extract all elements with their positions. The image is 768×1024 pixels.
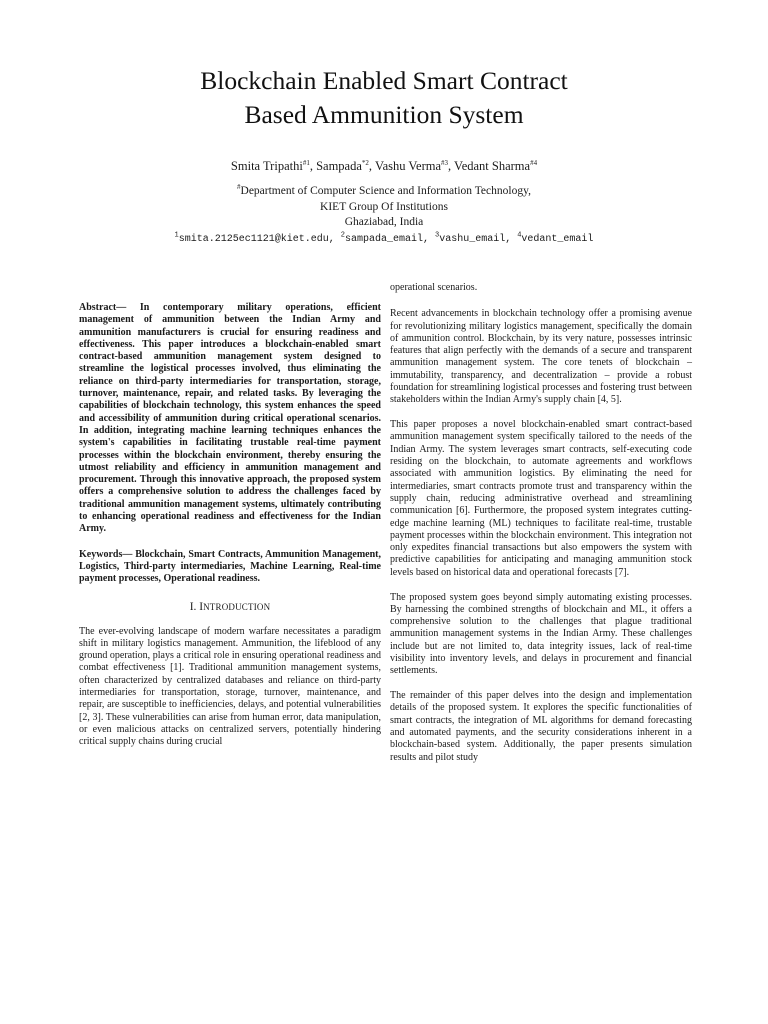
email-address[interactable]: vedant_email	[521, 234, 594, 245]
intro-paragraph-1: The ever-evolving landscape of modern warfare necessitates a paradigm shift in military logistics management. Ammunition, the lifeblood of any ground operation, plays a critical role in ensuring operational readiness and combat effectiveness [1]. Traditional ammunition management systems, often characterized by centralized databases and reliance on third-party intermediaries for transportation, storage, turnover, maintenance, and repair, are susceptible to inefficiencies, delays, and potential vulnerabilities [2, 3]. These vulnerabilities can arise from human error, data manipulation, or even malicious attacks on centralized servers, potentially hindering critical supply chains during crucial	[79, 625, 381, 748]
left-column	[79, 302, 381, 761]
author-mark: *2	[361, 158, 369, 167]
email-mark: 3	[435, 231, 440, 240]
intro-paragraph-2: Recent advancements in blockchain technology offer a promising avenue for revolutionizing military logistics management, specifically the domain of ammunition control. Blockchain, by its very nature, possesses intrinsic features that align perfectly with the demands of a secure and transparent ammunition management system. The core tenets of blockchain – immutability, transparency, and decentralization – provide a robust foundation for streamlining logistical processes and fostering trust between stakeholders within the Indian Army's supply chain [4, 5].	[390, 308, 692, 406]
affiliation-mark: #	[237, 183, 241, 192]
author-list	[0, 158, 768, 175]
affiliation-line-3: Ghaziabad, India	[344, 216, 424, 228]
right-column	[390, 282, 692, 776]
affiliation	[0, 184, 768, 231]
email-mark: 2	[340, 231, 345, 240]
email-mark: 4	[517, 231, 522, 240]
abstract: Abstract— In contemporary military operations, efficient management of ammunition between the Indian Army and ammunition manufacturers is crucial for ensuring readiness and effectiveness. This paper introduces a blockchain-enabled smart contract-based ammunition management system designed to streamline the logistical processes involved, thus eliminating the reliance on third-party intermediaries for transportation, storage, turnover, maintenance, repair, and related tasks. By leveraging the capabilities of blockchain technology, this system enhances the speed and accessibility of ammunition during critical operational scenarios. In addition, integrating machine learning techniques enhances the system's capabilities in facilitating trustable real-time payment processes within the blockchain environment, thereby ensuring the utmost reliability and efficiency in ammunition management and procurement. Through this innovative approach, the proposed system offers a comprehensive solution to address the challenges faced by traditional ammunition management systems, ultimately contributing to enhancing operational readiness and effectiveness for the Indian Army.	[79, 302, 381, 535]
author-mark: #1	[302, 158, 310, 167]
section-title-rest: NTRODUCTION	[203, 601, 271, 612]
affiliation-line-2: KIET Group Of Institutions	[320, 200, 448, 213]
author-name: Vashu Verma	[374, 159, 442, 173]
email-mark: 1	[174, 231, 179, 240]
section-number: I. I	[189, 600, 204, 613]
keywords: Keywords— Blockchain, Smart Contracts, Ammunition Management, Logistics, Third-party intermediaries, Machine Learning, Real-time payment processes, Operational readiness.	[79, 548, 381, 585]
title-line-2: Based Ammunition System	[244, 100, 524, 129]
intro-paragraph-3: This paper proposes a novel blockchain-enabled smart contract-based ammunition management system specifically tailored to the needs of the Indian Army. The system leverages smart contracts, self-executing code residing on the blockchain, to automate agreements and workflows associated with ammunition logistics. By eliminating the need for intermediaries, smart contracts promote trust and transparency within the supply chain, reducing administrative overhead and streamlining communication [6]. Furthermore, the proposed system integrates cutting-edge machine learning (ML) techniques to facilitate real-time, trustable payment processes within the blockchain environment. This integration not only expedites financial transactions but also empowers the system with predictive capabilities for anticipating and managing ammunition stock levels based on historical data and operational forecasts [7].	[390, 419, 692, 578]
paper-title	[0, 64, 768, 132]
author-mark: #4	[530, 158, 538, 167]
intro-paragraph-4: The proposed system goes beyond simply automating existing processes. By harnessing the combined strengths of blockchain and ML, it offers a comprehensive solution to the challenges that plague traditional ammunition management systems in the Indian Army. These challenges include but are not limited to, data integrity issues, lack of real-time visibility into inventory levels, and delays in procurement and financial settlements.	[390, 591, 692, 677]
author-name: Smita Tripathi	[230, 159, 303, 173]
affiliation-department: Department of Computer Science and Information Technology,	[240, 185, 531, 197]
author-name: Sampada	[316, 159, 362, 173]
author-separator: ,	[309, 159, 317, 173]
author-mark: #3	[441, 158, 449, 167]
author-separator: ,	[368, 159, 375, 173]
email-list	[0, 233, 768, 247]
author-separator: ,	[448, 159, 455, 173]
author-name: Vedant Sharma	[454, 159, 531, 173]
email-address[interactable]: sampada_email,	[344, 234, 435, 245]
section-heading-introduction	[79, 600, 381, 614]
affiliation-line-1	[0, 184, 768, 200]
intro-paragraph-5: The remainder of this paper delves into the design and implementation details of the proposed system. It explores the specific functionalities of smart contracts, the integration of ML algorithms for demand forecasting and automated payments, and the security considerations inherent in a blockchain-based system. Additionally, the paper presents simulation results and pilot study	[390, 690, 692, 763]
title-line-1: Blockchain Enabled Smart Contract	[200, 66, 568, 95]
email-address[interactable]: vashu_email,	[439, 234, 518, 245]
intro-continuation: operational scenarios.	[390, 282, 478, 293]
email-address[interactable]: smita.2125ec1121@kiet.edu,	[178, 234, 341, 245]
